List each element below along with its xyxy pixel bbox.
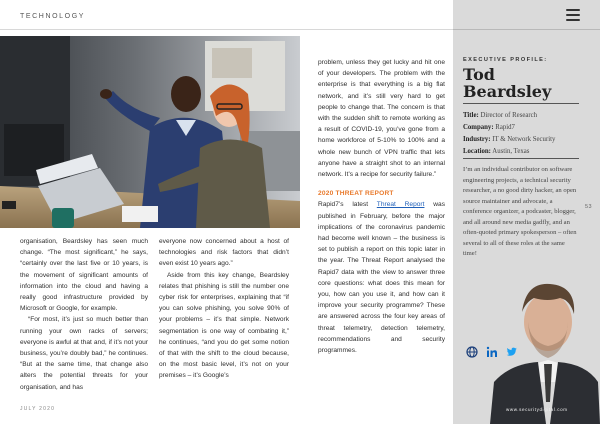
article-paragraph: everyone now concerned about a host of technologies and risk factors that didn’t even exist 10 years ago.”	[159, 238, 289, 268]
sidebar-divider	[453, 29, 600, 30]
fact-title: Title: Director of Research	[463, 112, 538, 119]
paragraph-text: was published in February, before the major implications of the coronavirus pandemic had become well known – the business is set to publish a report on this topic later in the year. The Threat Report analysed the Rapid7 data with the view to answer three core questions: what does this mean for you, how can you use it, and how can it improve your security programme? These are answered across the four key areas of threat telemetry, detection telemetry, recommendations and security programmes.	[318, 201, 446, 355]
article-paragraph: problem, unless they get lucky and hit one of your developers. The problem with the enterprise is that everything is a big flat network, and it’s still very hard to get people to change that. The concern is that with the sudden shift to remote working as a result of COVID-19, you’ve gone from a home workforce of 5-10% to 100% and a whole new bunch of VPN traffic that lets anyone have a straight shot to an internal network. It’s a recipe for security failure.”	[318, 59, 445, 179]
article-paragraph: organisation, Beardsley has seen much change. “The most significant,” he says, “certainly over the last five or 10 years, is the movement of significant amounts of information into the cloud and having a really good infrastructure provided by Microsoft or Google, for example.	[20, 238, 148, 313]
fact-location: Location: Austin, Texas	[463, 148, 530, 155]
threat-report-link[interactable]: Threat Report	[376, 201, 425, 209]
subheading-threat-report: 2020 THREAT REPORT	[318, 190, 394, 198]
profile-divider	[463, 103, 579, 104]
executive-name	[463, 66, 551, 100]
executive-bio: I’m an individual contributor on software engineering projects, a technical security researcher, a no good dirty hacker, an open source maintainer and advocate, a conference organizer, a podcaster, blogger, and all around new media gadfly, and an often-quoted primary spokesperson – often several to all of these roles at the same time!	[463, 166, 577, 257]
article-column-1	[20, 236, 148, 393]
profile-label: EXECUTIVE PROFILE:	[463, 57, 548, 63]
article-column-2	[159, 236, 289, 382]
profile-facts	[463, 110, 588, 158]
issue-date: JULY 2020	[20, 406, 56, 412]
article-photo	[0, 36, 300, 228]
executive-first-name: Tod	[463, 65, 495, 84]
executive-portrait	[490, 272, 600, 424]
paragraph-text: Rapid7’s latest	[318, 201, 377, 209]
executive-last-name: Beardsley	[463, 82, 552, 101]
article-paragraph	[318, 199, 445, 356]
hamburger-menu-icon[interactable]	[566, 9, 580, 21]
page-number: 53	[585, 204, 593, 210]
website-url[interactable]: www.securitydigital.com	[506, 407, 568, 412]
fact-industry: Industry: IT & Network Security	[463, 136, 556, 143]
fact-company: Company: Rapid7	[463, 124, 515, 131]
globe-icon[interactable]	[466, 345, 478, 357]
profile-divider	[463, 158, 579, 159]
article-paragraph: Aside from this key change, Beardsley relates that phishing is still the number one cyber risk for enterprises, explaining that “if you can solve phishing, you solve 90% of your problems – it’s that simple. Network segmentation is one way of combating it,” he continues, “and you do get some notion of that with the shift to the cloud because, on the most basic level, it’s not on your premises – it’s Google’s	[159, 271, 289, 380]
article-paragraph: “For most, it’s just so much better than running your own racks of servers; everyone is awful at that and, if it’s not your business, you’re doubly bad,” he continues. “But at the same time, that change also alters the potential threats for your organisation, and has	[20, 316, 148, 391]
section-label: TECHNOLOGY	[20, 13, 86, 20]
header-divider	[0, 29, 453, 30]
article-column-3	[318, 57, 445, 356]
